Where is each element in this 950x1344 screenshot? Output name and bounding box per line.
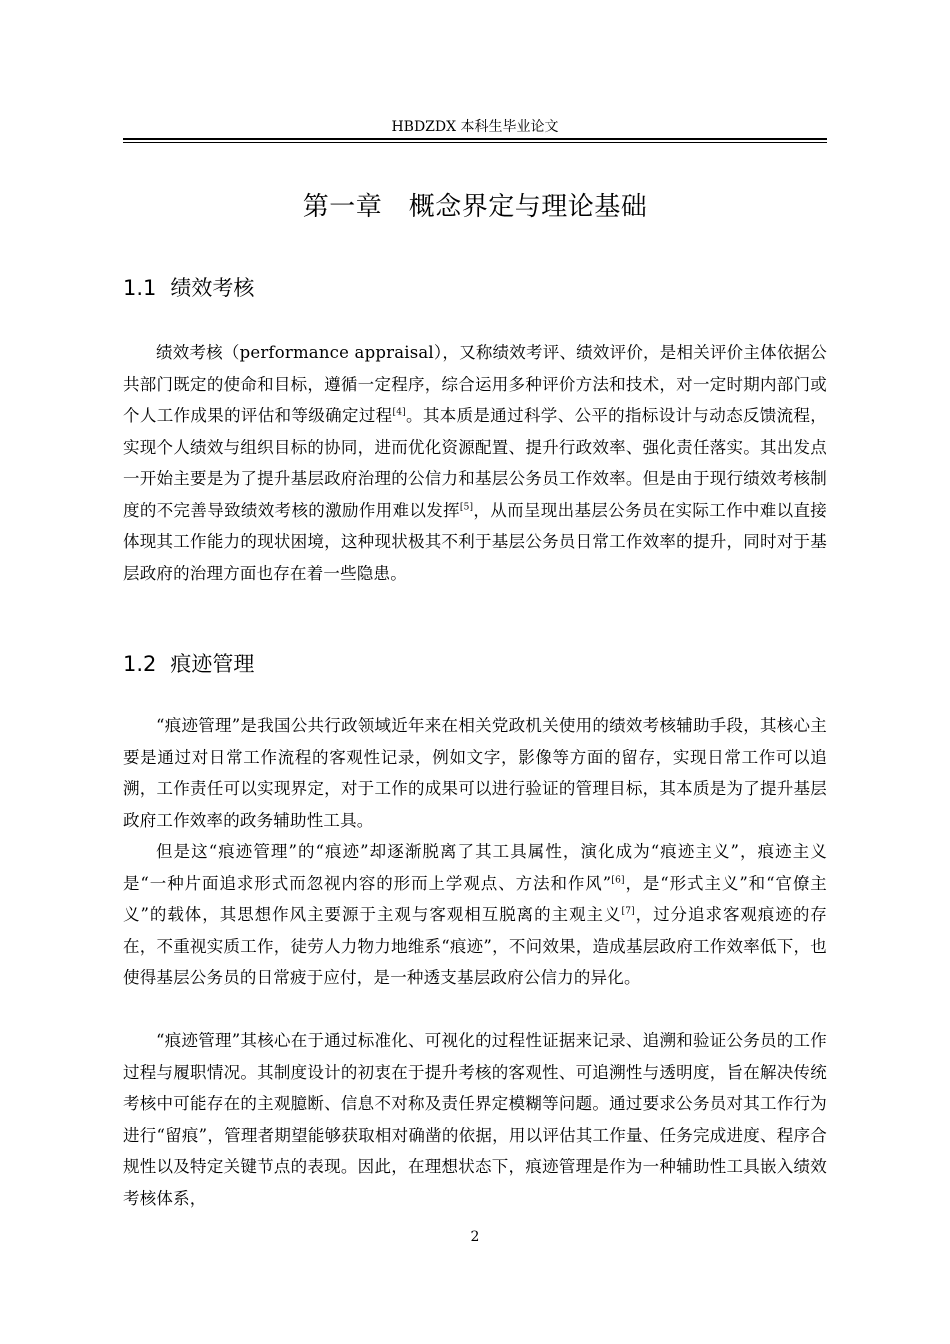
paragraph-text: ，是“形式主义”和“官僚主义”的载体，其思想作风主要源于主观与客观相互脱离的主观主义 xyxy=(123,873,827,924)
paragraph-text: ，过分追求客观痕迹的存在，不重视实质工作，徒劳人力物力地维系“痕迹”，不问效果，造成基层政府工作效率低下，也使得基层公务员的日常疲于应付，是一种透支基层政府公信力的异化。 xyxy=(123,905,827,987)
citation-ref[interactable]: [7] xyxy=(621,906,635,917)
chapter-title: 第一章 概念界定与理论基础 xyxy=(302,192,648,222)
header-rule-thin xyxy=(123,142,827,143)
paragraph-text: 。其本质是通过科学、公平的指标设计与动态反馈流程，实现个人绩效与组织目标的协同，进而优化资源配置、提升行政效率、强化责任落实。其出发点一开始主要是为了提升基层政府治理的公信力和基层公务员工作效率。但是由于现行绩效考核制度的不完善导致绩效考核的激励作用难以发挥 xyxy=(123,406,828,520)
citation-ref[interactable]: [6] xyxy=(611,875,625,885)
paragraph-trace-management-core: “痕迹管理”其核心在于通过标准化、可视化的过程性证据来记录、追溯和验证公务员的工作过程与履职情况。其制度设计的初衷在于提升考核的客观性、可追溯性与透明度，旨在解决传统考核中可能存在的主观臆断、信息不对称及责任界定模糊等问题。通过要求公务员对其工作行为进行“留痕”，管理者期望能够获取相对确凿的依据，用以评估其工作量、任务完成进度、程序合规性以及特定关键节点的表现。因此，在理想状态下，痕迹管理是作为一种辅助性工具嵌入绩效考核体系， xyxy=(123,1031,827,1208)
paragraph-trace-management-definition: “痕迹管理”是我国公共行政领域近年来在相关党政机关使用的绩效考核辅助手段，其核心主要是通过对日常工作流程的客观性记录，例如文字，影像等方面的留存，实现日常工作可以追溯，工作责任可以实现界定，对于工作的成果可以进行验证的管理目标，其本质是为了提升基层政府工作效率的政务辅助性工具。 xyxy=(123,716,827,830)
paragraph-text: ，从而呈现出基层公务员在实际工作中难以直接体现其工作能力的现状困境，这种现状极其不利于基层公务员日常工作效率的提升，同时对于基层政府的治理方面也存在着一些隐患。 xyxy=(123,500,828,583)
section-title-text: 绩效考核 xyxy=(170,276,255,300)
citation-ref[interactable]: [5] xyxy=(459,502,474,512)
section-number: 1.2 xyxy=(123,652,157,676)
header-rule-thick xyxy=(123,138,827,140)
page-number: 2 xyxy=(470,1229,480,1245)
paragraph-performance-appraisal xyxy=(123,337,827,589)
paragraph-text: 绩效考核（performance appraisal），又称绩效考评、绩效评价，是相关评价主体依据公共部门既定的使命和目标，遵循一定程序，综合运用多种评价方法和技术，对一定时期内部门或个人工作成果的评估和等级确定过程 xyxy=(123,343,827,425)
running-header: HBDZDX 本科生毕业论文 xyxy=(391,119,559,135)
citation-ref[interactable]: [4] xyxy=(392,407,406,418)
paragraph-text: 但是这“痕迹管理”的“痕迹”却逐渐脱离了其工具属性，演化成为“痕迹主义”，痕迹主义是“一种片面追求形式而忽视内容的形而上学观点、方法和作风” xyxy=(123,842,827,893)
section-heading-1-1 xyxy=(123,274,827,302)
paragraph-trace-formalism xyxy=(123,836,827,994)
section-title-text: 痕迹管理 xyxy=(170,652,255,676)
section-number: 1.1 xyxy=(123,276,157,300)
section-heading-1-2 xyxy=(123,650,827,678)
